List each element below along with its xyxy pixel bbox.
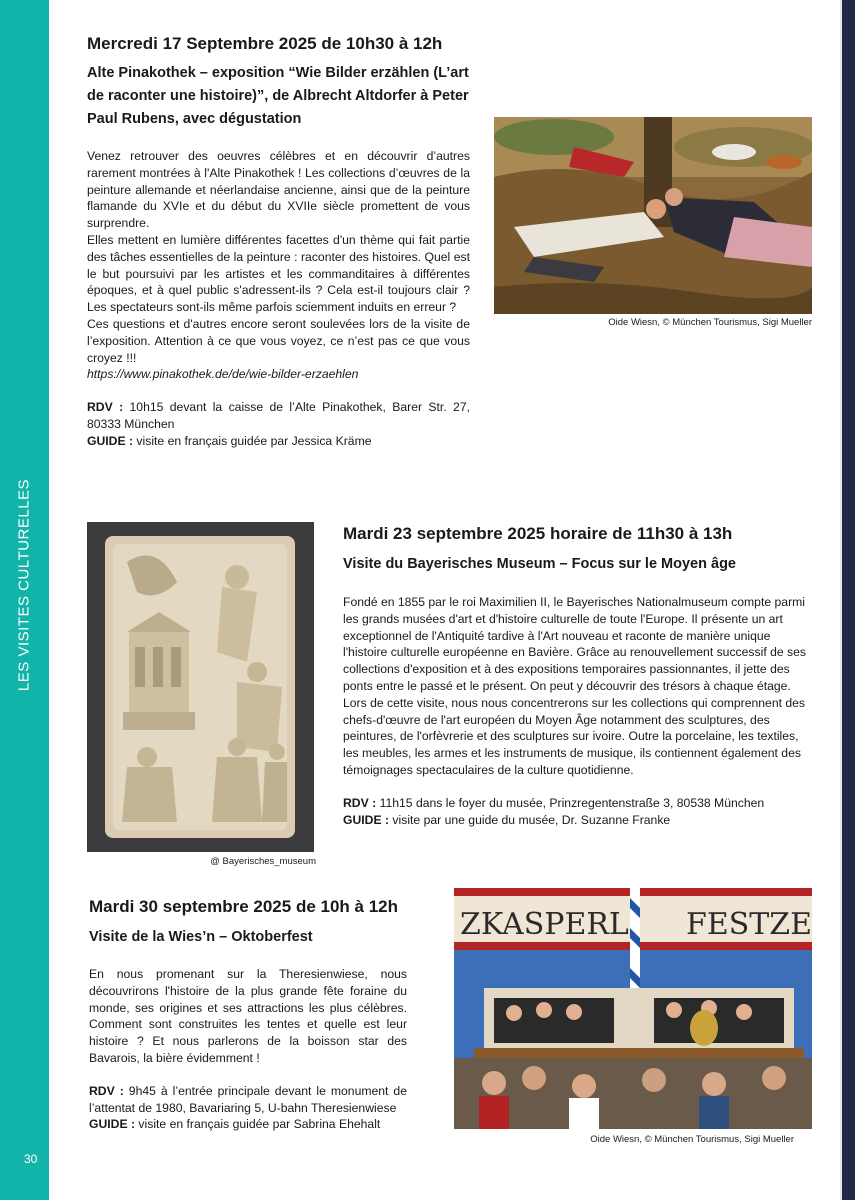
guide-label: GUIDE : bbox=[343, 812, 390, 827]
page-number: 30 bbox=[24, 1152, 38, 1166]
tent-sign-left: ZKASPERL bbox=[460, 907, 629, 942]
rdv-label: RDV : bbox=[87, 400, 124, 415]
guide-label: GUIDE : bbox=[89, 1117, 136, 1132]
event3-rdv: RDV : 9h45 à l’entrée principale devant le monument de l’attentat de 1980, Bavariaring 5, U-bahn Theresienwiese bbox=[89, 1083, 407, 1115]
right-edge-band bbox=[842, 0, 855, 1200]
event2-guide: GUIDE : visite par une guide du musée, Dr. Suzanne Franke bbox=[343, 812, 671, 827]
guide-label: GUIDE : bbox=[87, 433, 134, 448]
painting-photo bbox=[494, 117, 812, 314]
event3-photo-caption: Oide Wiesn, © München Tourismus, Sigi Mueller bbox=[590, 1134, 794, 1145]
event2-description bbox=[343, 594, 813, 828]
event2-date: Mardi 23 septembre 2025 horaire de 11h30 à 13h bbox=[343, 524, 733, 543]
event3-title: Visite de la Wies’n – Oktoberfest bbox=[89, 929, 313, 945]
event2-paragraph-1: Fondé en 1855 par le roi Maximilien II, le Bayerisches Nationalmuseum compte parmi les grands musées d'art et d'histoire culturelle de toute l'Europe. Il présente un art exceptionnel de l'Antiquité tardive à l'Art nouveau et raconte de manière unique l'histoire culturelle européenne en Bavière. Grâce au renouvellement successif de ses collections d'exposition et à des expositions temporaires passionnantes, il jette des ponts entre le passé et le présent. On peut y découvrir des trésors à chaque étage. bbox=[343, 595, 807, 693]
rdv-label: RDV : bbox=[89, 1083, 124, 1098]
event1-guide: GUIDE : visite en français guidée par Jessica Kräme bbox=[87, 433, 372, 448]
event3-paragraph-1: En nous promenant sur la Theresienwiese, nous découvrirons l'histoire de la plus grande fête foraine du monde, ses origines et ses attractions les plus célèbres. Comment sont construites les tentes et quelle est leur histoire ? Et nous parlerons de la boisson star des Bavarois, la bière évidemment ! bbox=[89, 967, 407, 1065]
event2-title: Visite du Bayerisches Museum – Focus sur le Moyen âge bbox=[343, 556, 736, 572]
event1-title: Alte Pinakothek – exposition “Wie Bilder erzählen (L’art de raconter une histoire)”, de Albrecht Altdorfer à Peter Paul Rubens, avec dégustation bbox=[87, 65, 469, 127]
ivory-relief-illustration bbox=[87, 522, 314, 852]
event1-link[interactable]: https://www.pinakothek.de/de/wie-bilder-erzaehlen bbox=[87, 367, 359, 382]
event1-paragraph-3: Ces questions et d'autres encore seront soulevées lors de la visite de l’exposition. Attention à ce que vous voyez, ce n’est pas ce que vous croyez !!! bbox=[87, 316, 470, 365]
event3-description bbox=[89, 966, 407, 1133]
event1-rdv: RDV : 10h15 devant la caisse de l’Alte Pinakothek, Barer Str. 27, 80333 München bbox=[87, 400, 470, 431]
event3-date: Mardi 30 septembre 2025 de 10h à 12h bbox=[89, 897, 398, 916]
event1-description bbox=[87, 148, 470, 450]
oktoberfest-photo bbox=[454, 888, 812, 1129]
rdv-label: RDV : bbox=[343, 795, 377, 810]
section-label: LES VISITES CULTURELLES bbox=[15, 478, 33, 692]
event1-paragraph-1: Venez retrouver des oeuvres célèbres et en découvrir d’autres rarement montrées à l'Alte Pinakothek ! Les collections d’œuvres de la peinture allemande et néerlandaise ancienne, ainsi que de la peinture flamande du XVIe et du début du XVIIe siècle promettent de vous surprendre. bbox=[87, 149, 470, 231]
painting-illustration bbox=[494, 117, 812, 314]
event2-paragraph-2: Lors de cette visite, nous nous concentrerons sur les collections qui comprennent des chefs-d'œuvre de l'art européen du Moyen Âge notamment des sculptures, des peintures, de l'orfèvrerie et des sculptures sur ivoire. Outre la porcelaine, les textiles, les meubles, les armes et les instruments de musique, ils contiennent également des témoignages spectaculaires de la culture quotidienne. bbox=[343, 695, 806, 777]
tent-sign-right: FESTZE bbox=[686, 907, 812, 942]
ivory-relief-photo bbox=[87, 522, 314, 852]
event2-photo-caption: @ Bayerisches_museum bbox=[210, 856, 316, 867]
event1-paragraph-2: Elles mettent en lumière différentes facettes d'un thème qui fait partie des tâches essentielles de la peinture : raconter des histoires. Quel est le but poursuivi par les artistes et les commanditaires à différentes époques, et à quel public s'adressent-ils ? Cela est-il toujours clair ? Les spectateurs sont-ils même parfois sciemment induits en erreur ? bbox=[87, 232, 470, 315]
oktoberfest-illustration bbox=[454, 888, 812, 1129]
event3-guide: GUIDE : visite en français guidée par Sabrina Ehehalt bbox=[89, 1117, 381, 1132]
sidebar-band bbox=[0, 0, 49, 1200]
event1-date: Mercredi 17 Septembre 2025 de 10h30 à 12h bbox=[87, 34, 443, 53]
event2-rdv: RDV : 11h15 dans le foyer du musée, Prinzregentenstraße 3, 80538 München bbox=[343, 795, 765, 810]
event1-photo-caption: Oide Wiesn, © München Tourismus, Sigi Mueller bbox=[608, 317, 812, 328]
